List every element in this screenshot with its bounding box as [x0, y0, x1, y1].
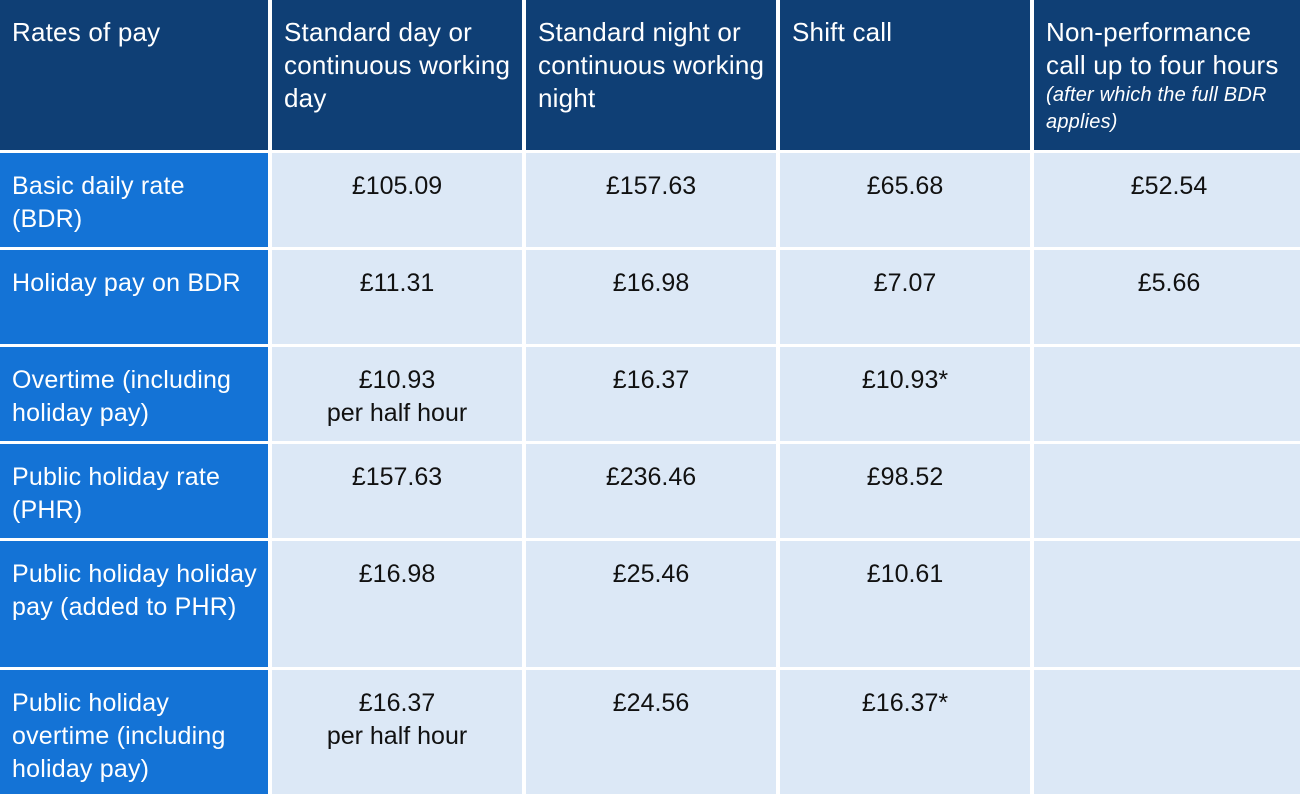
cell-value: £16.98 [612, 269, 690, 297]
cell-value: £10.93* [861, 366, 949, 394]
row-label-holiday-pay-on-bdr [0, 250, 268, 344]
table-cell [272, 250, 522, 344]
cell-value: £16.37 [612, 366, 690, 394]
table-cell [1034, 153, 1300, 247]
cell-subtext: per half hour [326, 399, 468, 427]
table-cell [780, 444, 1030, 538]
header-label: Rates of pay [12, 17, 161, 47]
cell-value: £98.52 [866, 463, 944, 491]
row-label-basic-daily-rate [0, 153, 268, 247]
table-cell [1034, 541, 1300, 667]
cell-value: £157.63 [605, 172, 697, 200]
table-cell [526, 250, 776, 344]
table-cell [272, 347, 522, 441]
cell-value: £11.31 [359, 269, 435, 297]
header-note: (after which the full BDR applies) [1046, 84, 1267, 133]
row-label-public-holiday-rate [0, 444, 268, 538]
cell-value: £16.37* [861, 689, 949, 717]
table-cell [526, 153, 776, 247]
row-label: Public holiday rate (PHR) [12, 463, 221, 524]
header-non-performance-call [1034, 0, 1300, 150]
table-cell [272, 670, 522, 794]
cell-subtext: per half hour [326, 722, 468, 750]
row-label: Public holiday overtime (including holiday pay) [12, 689, 226, 783]
row-label-public-holiday-overtime [0, 670, 268, 794]
table-cell [272, 444, 522, 538]
row-label: Holiday pay on BDR [12, 269, 241, 297]
table-cell [526, 444, 776, 538]
cell-value: £5.66 [1137, 269, 1201, 297]
table-cell [526, 670, 776, 794]
row-label: Public holiday holiday pay (added to PHR) [12, 560, 257, 621]
header-rates-of-pay [0, 0, 268, 150]
cell-value: £10.93 [358, 366, 436, 394]
row-label-public-holiday-holiday-pay [0, 541, 268, 667]
table-cell [526, 347, 776, 441]
row-label-overtime [0, 347, 268, 441]
table-cell [1034, 444, 1300, 538]
cell-value: £24.56 [612, 689, 690, 717]
header-label: Shift call [792, 17, 893, 47]
row-label: Basic daily rate (BDR) [12, 172, 185, 233]
table-cell [780, 347, 1030, 441]
cell-value: £236.46 [605, 463, 697, 491]
cell-value: £65.68 [866, 172, 944, 200]
table-cell [780, 670, 1030, 794]
cell-value: £7.07 [873, 269, 937, 297]
header-label: Non-performance call up to four hours [1046, 17, 1279, 80]
table-cell [272, 541, 522, 667]
table-cell [780, 153, 1030, 247]
table-cell [1034, 347, 1300, 441]
cell-value: £105.09 [351, 172, 443, 200]
table-cell [780, 250, 1030, 344]
row-label: Overtime (including holiday pay) [12, 366, 232, 427]
table-cell [1034, 670, 1300, 794]
header-shift-call [780, 0, 1030, 150]
table-cell [272, 153, 522, 247]
cell-value: £16.98 [358, 560, 436, 588]
cell-value: £52.54 [1130, 172, 1208, 200]
header-standard-day [272, 0, 522, 150]
table-cell [1034, 250, 1300, 344]
header-label: Standard night or continuous working night [538, 17, 765, 113]
header-standard-night [526, 0, 776, 150]
cell-value: £10.61 [866, 560, 944, 588]
header-label: Standard day or continuous working day [284, 17, 511, 113]
table-cell [526, 541, 776, 667]
table-cell [780, 541, 1030, 667]
cell-value: £157.63 [351, 463, 443, 491]
cell-value: £25.46 [612, 560, 690, 588]
cell-value: £16.37 [358, 689, 436, 717]
